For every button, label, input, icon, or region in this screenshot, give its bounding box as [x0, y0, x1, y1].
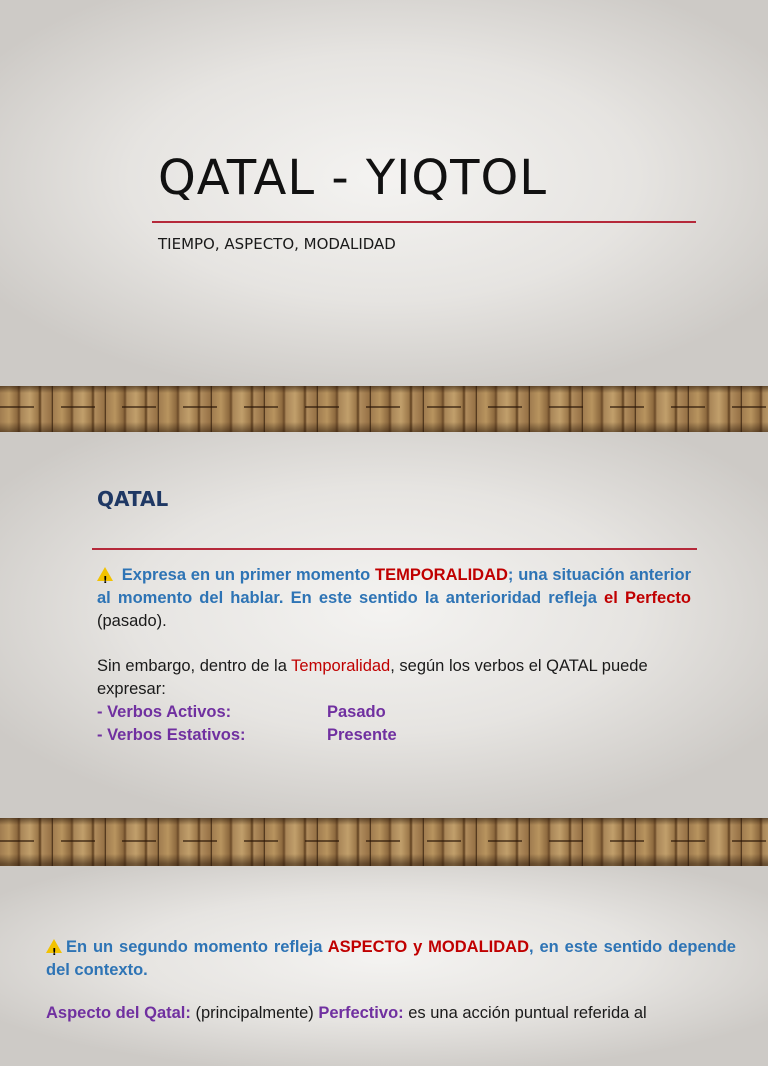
wood-floor-divider — [0, 818, 768, 866]
list-item — [97, 724, 691, 747]
list-item — [97, 701, 691, 724]
text-blue: Expresa en un primer momento — [121, 566, 371, 584]
temporality-paragraph — [97, 564, 691, 633]
plank-joint — [0, 406, 768, 408]
list-item-label: - Verbos Activos: — [97, 703, 232, 721]
aspect-paragraph — [46, 936, 736, 982]
text-pasado: (pasado). — [97, 612, 167, 630]
plank-joint — [0, 840, 768, 842]
text-temporalidad: TEMPORALIDAD — [375, 566, 508, 584]
list-item-label: - Verbos Estativos: — [97, 726, 246, 744]
text-aspecto-label: Aspecto del Qatal: — [46, 1004, 191, 1022]
slide-heading: QATAL — [97, 487, 169, 511]
text-plain: Sin embargo, dentro de la — [97, 657, 287, 675]
list-item-value: Pasado — [327, 703, 386, 721]
text-blue: , en este sentido depende del contexto. — [46, 938, 736, 979]
slide-subtitle: TIEMPO, ASPECTO, MODALIDAD — [158, 235, 396, 253]
wood-floor-divider — [0, 386, 768, 432]
warning-icon — [46, 939, 62, 953]
aspect-slide — [0, 866, 768, 1066]
text-temporalidad-inline: Temporalidad — [291, 657, 391, 675]
title-divider — [152, 221, 696, 223]
text-perfecto: el Perfecto — [604, 589, 691, 607]
qatal-slide — [0, 432, 768, 818]
text-plain: es una acción puntual referida al — [408, 1004, 647, 1022]
text-plain: (principalmente) — [195, 1004, 314, 1022]
text-blue: ; una situación anterior al momento del hablar. En este sentido la anterioridad refleja — [97, 566, 691, 607]
text-perfectivo: Perfectivo: — [318, 1004, 404, 1022]
text-blue: En un segundo momento refleja — [66, 938, 323, 956]
text-aspecto-modalidad: ASPECTO y MODALIDAD — [327, 938, 530, 956]
perfective-paragraph — [46, 1002, 736, 1025]
slide-title: QATAL - YIQTOL — [158, 150, 547, 206]
heading-divider — [92, 548, 697, 550]
verbs-paragraph — [97, 655, 691, 747]
title-slide — [0, 0, 768, 386]
list-item-value: Presente — [327, 726, 397, 744]
warning-icon — [97, 567, 113, 581]
text-plain: , según los verbos el QATAL puede expresar: — [97, 657, 648, 698]
